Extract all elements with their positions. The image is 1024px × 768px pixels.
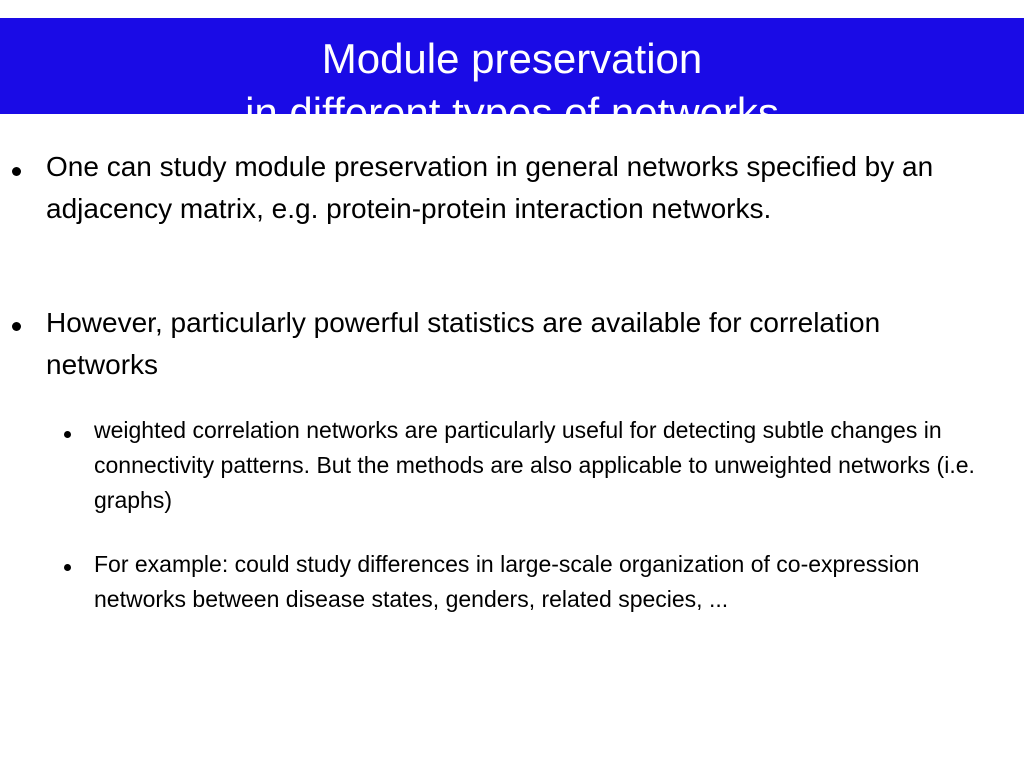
bullet-text-1: One can study module preservation in general networks specified by an adjacency matrix, e.g. protein-protein interaction networks. <box>46 151 934 224</box>
slide-title-line-2: in different types of networks <box>245 89 779 136</box>
subbullet-text-2: For example: could study differences in large-scale organization of co-expression networks between disease states, genders, related species, ... <box>94 551 920 612</box>
bullet-dot-icon <box>12 322 21 331</box>
subbullet-dot-icon <box>64 564 71 571</box>
title-bar <box>0 18 1024 136</box>
bullet-dot-icon <box>12 167 21 176</box>
subbullet-dot-icon <box>64 431 71 438</box>
bullet-text-2: However, particularly powerful statistics are available for correlation networks <box>46 307 881 380</box>
slide-title-line-1: Module preservation <box>321 35 703 82</box>
subbullet-text-1: weighted correlation networks are particularly useful for detecting subtle changes in connectivity patterns. But the methods are also applicable to unweighted networks (i.e. graphs) <box>94 417 975 513</box>
